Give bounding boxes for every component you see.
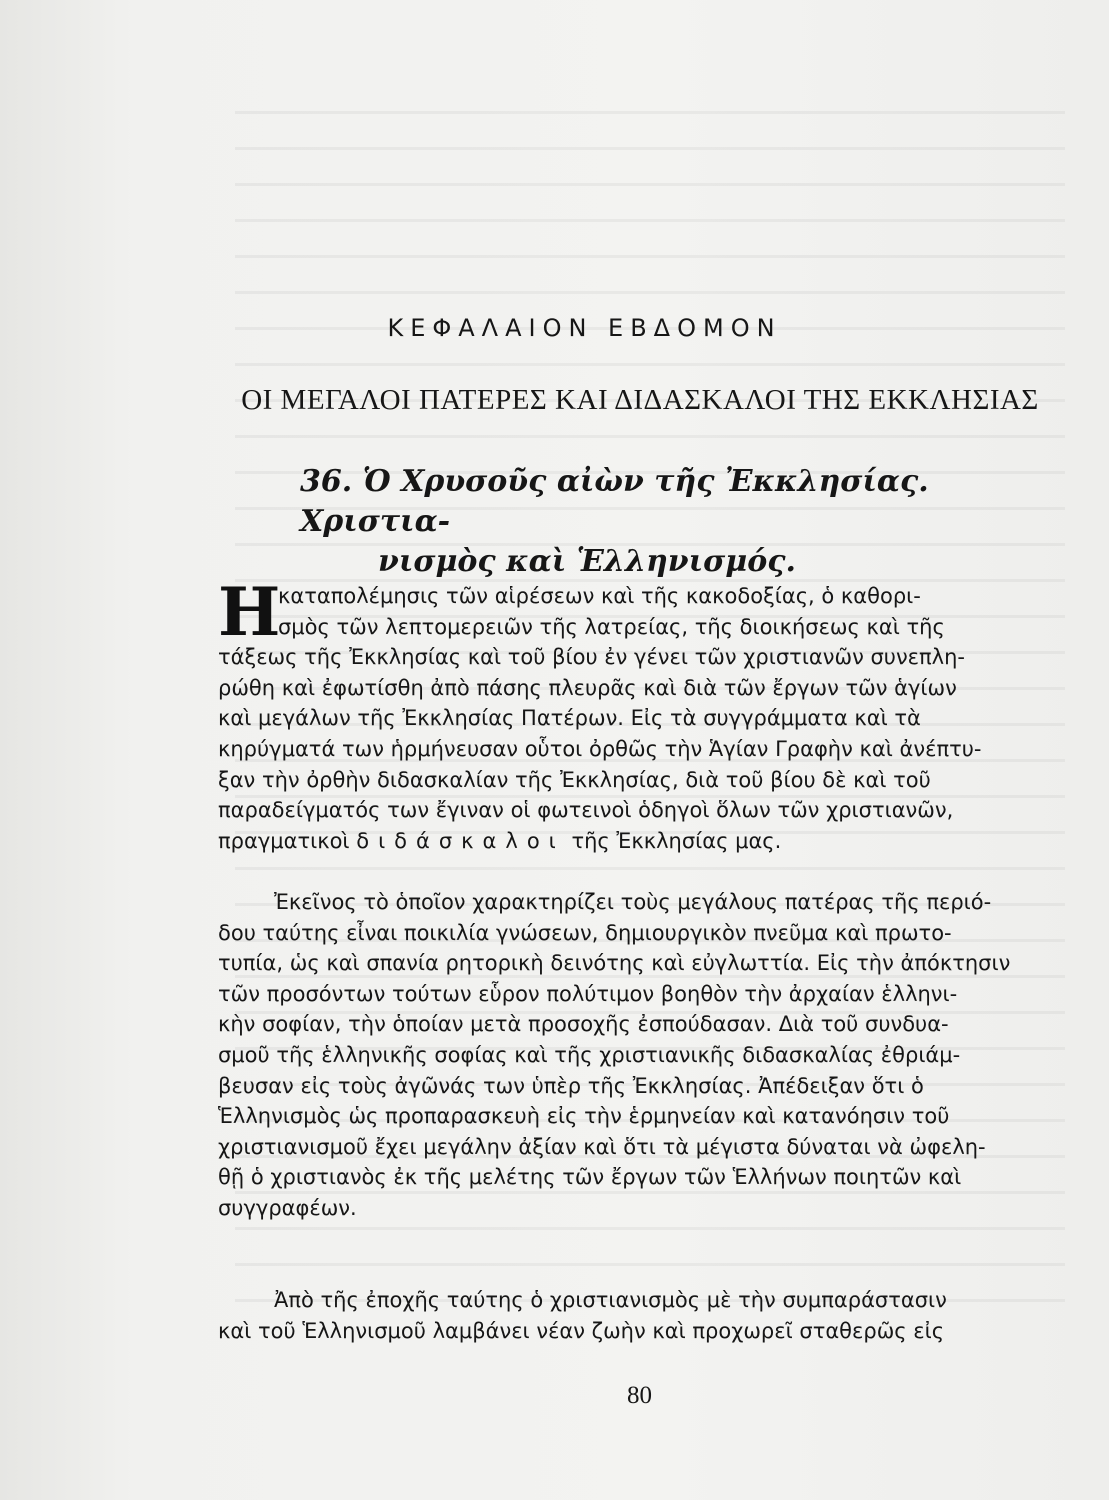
section-heading-line: 36. Ὁ Χρυσοῦς αἰὼν τῆς Ἐκκλησίας. Χριστια-	[300, 464, 929, 539]
text-line: καὶ μεγάλων τῆς Ἐκκλησίας Πατέρων. Εἰς τὰ συγγράμματα καὶ τὰ	[218, 706, 921, 731]
chapter-title: ΟΙ ΜΕΓΑΛΟΙ ΠΑΤΕΡΕΣ ΚΑΙ ΔΙΔΑΣΚΑΛΟΙ ΤΗΣ ΕΚΚΛΗΣΙΑΣ	[241, 384, 1039, 416]
text-line: συγγραφέων.	[218, 1195, 357, 1220]
text-line: Ἑλληνισμὸς ὡς προπαρασκευὴ εἰς τὴν ἑρμηνείαν καὶ κατανόησιν τοῦ	[218, 1104, 950, 1129]
spaced-emphasis: διδάσκαλοι	[356, 828, 565, 853]
paragraph-2	[218, 887, 1068, 1224]
text-line: σμοῦ τῆς ἑλληνικῆς σοφίας καὶ τῆς χριστιανικῆς διδασκαλίας ἐθριάμ-	[218, 1042, 961, 1067]
section-heading-line: νισμὸς καὶ Ἑλληνισμός.	[378, 544, 796, 579]
text-line: τῶν προσόντων τούτων εὗρον πολύτιμον βοηθὸν τὴν ἀρχαίαν ἑλληνι-	[218, 981, 958, 1006]
text-fragment: πραγματικοὶ	[218, 828, 350, 853]
text-line: Ἐκεῖνος τὸ ὁποῖον χαρακτηρίζει τοὺς μεγάλους πατέρας τῆς περιό-	[274, 890, 992, 914]
text-line: βευσαν εἰς τοὺς ἀγῶνάς των ὑπὲρ τῆς Ἐκκλησίας. Ἀπέδειξαν ὅτι ὁ	[218, 1073, 924, 1098]
text-line: ξαν τὴν ὀρθὴν διδασκαλίαν τῆς Ἐκκλησίας, διὰ τοῦ βίου δὲ καὶ τοῦ	[218, 767, 931, 792]
text-line: κηρύγματά των ἡρμήνευσαν οὗτοι ὀρθῶς τὴν Ἁγίαν Γραφὴν καὶ ἀνέπτυ-	[218, 736, 982, 761]
text-line: ρώθη καὶ ἐφωτίσθη ἀπὸ πάσης πλευρᾶς καὶ διὰ τῶν ἔργων τῶν ἁγίων	[218, 675, 957, 700]
paragraph-3	[218, 1285, 1068, 1346]
text-line: καὶ τοῦ Ἑλληνισμοῦ λαμβάνει νέαν ζωὴν καὶ προχωρεῖ σταθερῶς εἰς	[218, 1318, 945, 1343]
text-line: σμὸς τῶν λεπτομερειῶν τῆς λατρείας, τῆς διοικήσεως καὶ τῆς	[278, 614, 945, 639]
paragraph-1	[218, 573, 1068, 856]
text-line: τάξεως τῆς Ἐκκλησίας καὶ τοῦ βίου ἐν γένει τῶν χριστιανῶν συνεπλη-	[218, 645, 965, 670]
text-line: χριστιανισμοῦ ἔχει μεγάλην ἀξίαν καὶ ὅτι τὰ μέγιστα δύναται νὰ ὠφελη-	[218, 1134, 986, 1159]
section-heading	[300, 462, 1040, 582]
page-number: 80	[627, 1382, 652, 1409]
drop-cap: Η	[218, 573, 281, 651]
text-fragment: τῆς Ἐκκλησίας μας.	[571, 828, 782, 853]
chapter-label: ΚΕΦΑΛΑΙΟΝ ΕΒΔΟΜΟΝ	[387, 314, 782, 342]
text-line: παραδείγματός των ἔγιναν οἱ φωτεινοὶ ὁδηγοὶ ὅλων τῶν χριστιανῶν,	[218, 798, 954, 823]
text-line: δου ταύτης εἶναι ποικιλία γνώσεων, δημιουργικὸν πνεῦμα καὶ πρωτο-	[218, 920, 952, 945]
text-line: τυπία, ὡς καὶ σπανία ρητορικὴ δεινότης καὶ εὐγλωττία. Εἰς τὴν ἀπόκτησιν	[218, 951, 1011, 976]
text-line: θῇ ὁ χριστιανὸς ἐκ τῆς μελέτης τῶν ἔργων τῶν Ἑλλήνων ποιητῶν καὶ	[218, 1165, 962, 1190]
text-line: κὴν σοφίαν, τὴν ὁποίαν μετὰ προσοχῆς ἐσπούδασαν. Διὰ τοῦ συνδυα-	[218, 1012, 949, 1037]
text-line: καταπολέμησις τῶν αἱρέσεων καὶ τῆς κακοδοξίας, ὁ καθορι-	[278, 584, 921, 608]
text-line	[218, 826, 1068, 857]
text-line: Ἀπὸ τῆς ἐποχῆς ταύτης ὁ χριστιανισμὸς μὲ τὴν συμπαράστασιν	[274, 1288, 947, 1312]
